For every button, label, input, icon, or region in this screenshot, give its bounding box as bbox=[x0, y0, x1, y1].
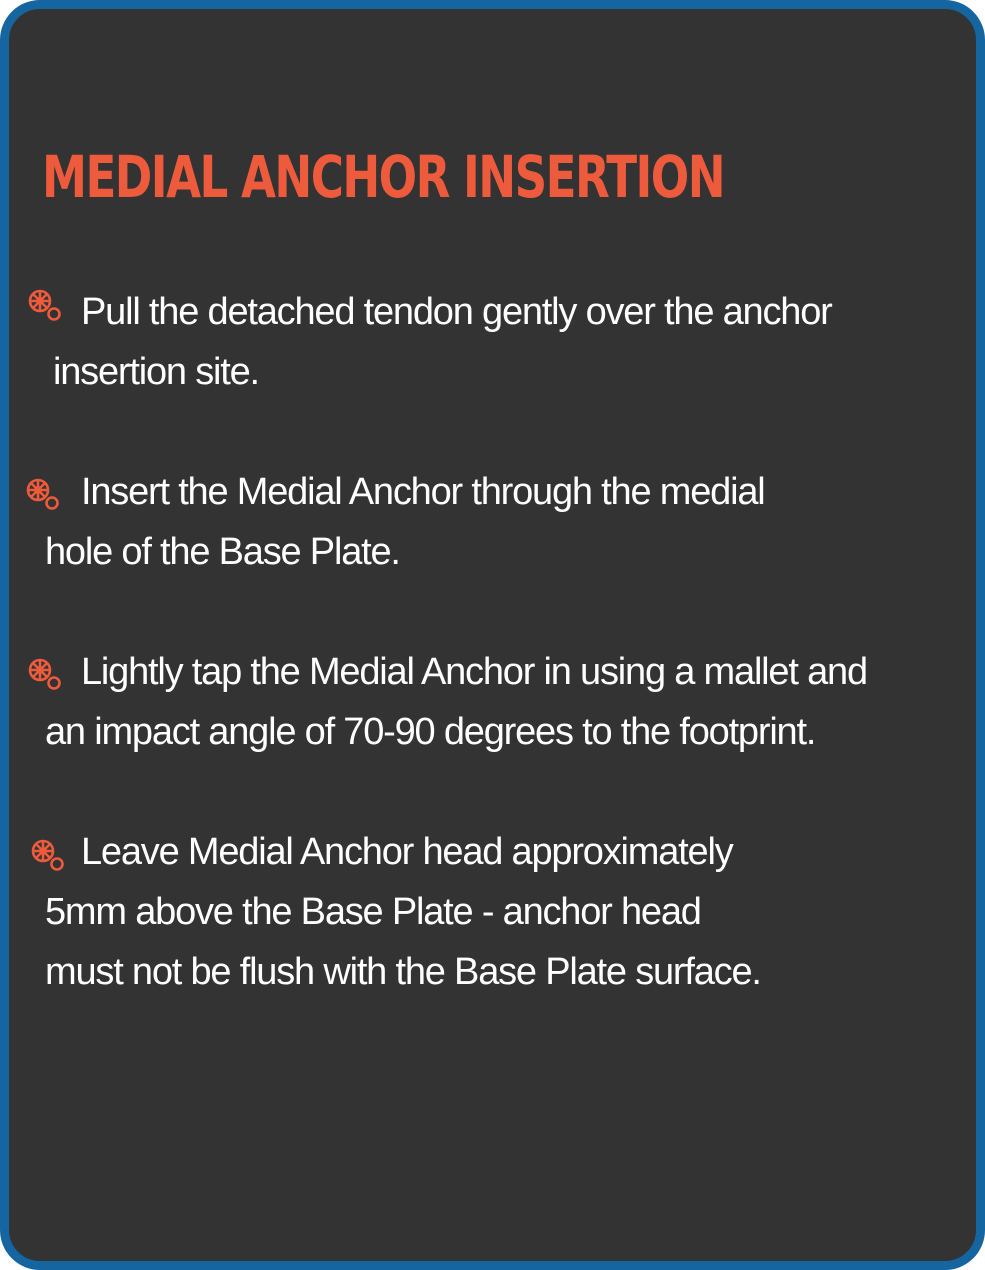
step-1-line-2: insertion site. bbox=[53, 351, 259, 393]
step-4-line-2: 5mm above the Base Plate - anchor head bbox=[45, 891, 701, 933]
step-2-line-1: Insert the Medial Anchor through the medial bbox=[81, 471, 765, 513]
step-3-line-1: Lightly tap the Medial Anchor in using a mallet and bbox=[81, 651, 867, 693]
step-4-line-3: must not be flush with the Base Plate surface. bbox=[45, 951, 761, 993]
step-1 bbox=[45, 282, 832, 402]
step-4-line-1: Leave Medial Anchor head approximately bbox=[81, 831, 733, 873]
step-1-line-1: Pull the detached tendon gently over the anchor bbox=[81, 291, 832, 333]
step-3 bbox=[45, 642, 867, 762]
section-title: MEDIAL ANCHOR INSERTION bbox=[42, 143, 725, 211]
step-2-line-2: hole of the Base Plate. bbox=[45, 531, 400, 573]
step-2 bbox=[45, 462, 765, 582]
step-4 bbox=[45, 822, 761, 1002]
step-3-line-2: an impact angle of 70-90 degrees to the footprint. bbox=[45, 711, 816, 753]
